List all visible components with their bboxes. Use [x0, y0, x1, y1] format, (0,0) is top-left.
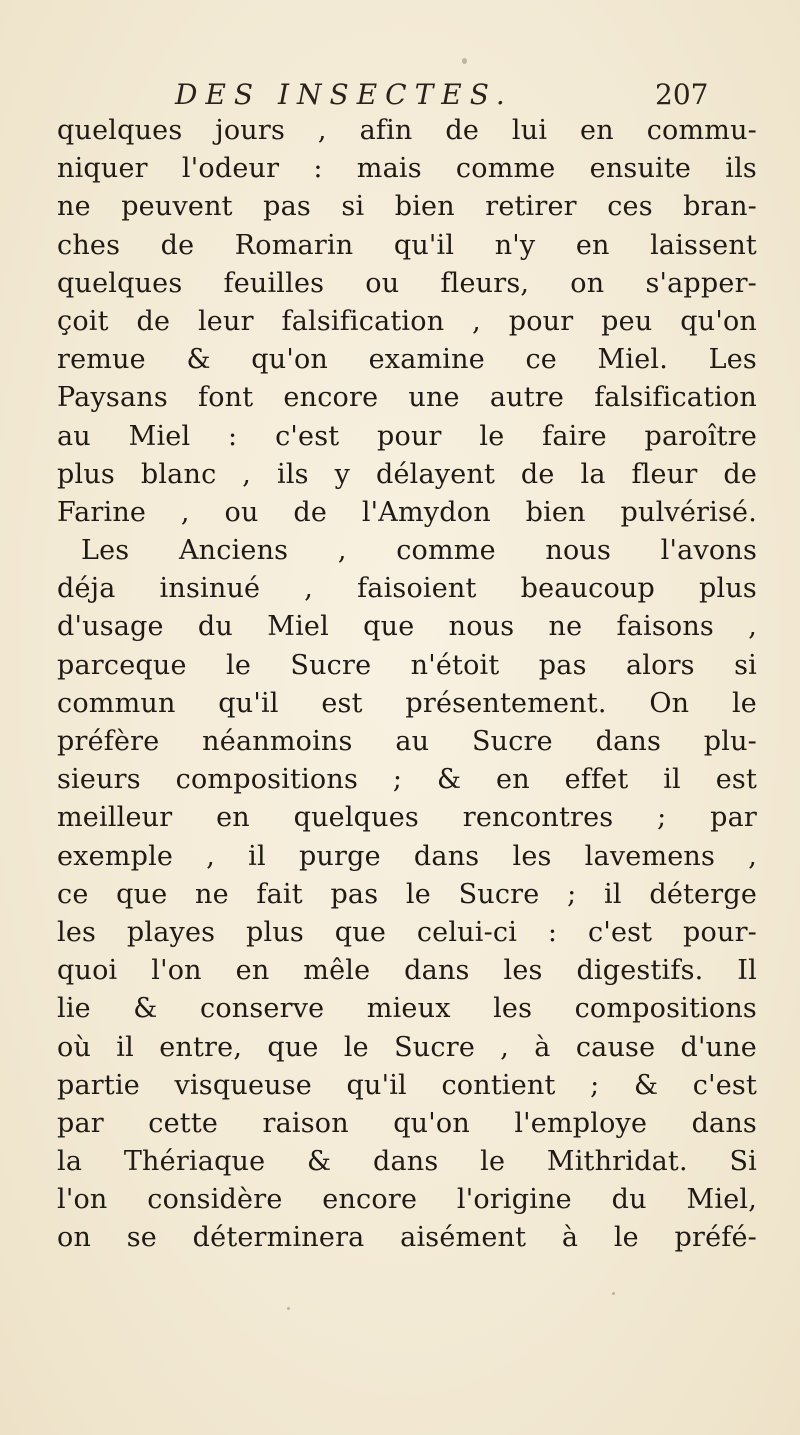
paragraph-start-line: Les Anciens , comme nous l'avons: [81, 535, 757, 567]
text-line: partie visqueuse qu'il contient ; & c'est: [57, 1069, 757, 1101]
text-line: on se déterminera aisément à le préfé-: [57, 1222, 757, 1254]
text-line: commun qu'il est présentement. On le: [57, 687, 757, 719]
text-line: ne peuvent pas si bien retirer ces bran-: [57, 191, 757, 223]
text-line: préfère néanmoins au Sucre dans plu-: [57, 726, 757, 757]
text-line: au Miel : c'est pour le faire paroître: [57, 420, 757, 452]
text-line: remue & qu'on examine ce Miel. Les: [57, 344, 757, 376]
text-line: plus blanc , ils y délayent de la fleur de: [57, 458, 757, 490]
text-line: parceque le Sucre n'étoit pas alors si: [57, 649, 757, 681]
text-line: Farine , ou de l'Amydon bien pulvérisé.: [57, 496, 757, 528]
paper-speck: [287, 1307, 290, 1310]
running-title: DES INSECTES.: [175, 78, 513, 111]
body-text: [57, 112, 757, 1258]
page-number: 207: [655, 78, 709, 111]
text-line: quoi l'on en mêle dans les digestifs. Il: [57, 955, 757, 987]
text-line: meilleur en quelques rencontres ; par: [57, 802, 757, 834]
text-line: quelques feuilles ou fleurs, on s'apper-: [57, 267, 757, 299]
paper-speck: [462, 58, 467, 64]
paper-speck: [612, 1292, 615, 1295]
text-line: niquer l'odeur : mais comme ensuite ils: [57, 153, 757, 185]
text-line: quelques jours , afin de lui en commu-: [57, 115, 757, 146]
text-line: exemple , il purge dans les lavemens ,: [57, 840, 757, 872]
text-line: l'on considère encore l'origine du Miel,: [57, 1184, 757, 1216]
text-line: ches de Romarin qu'il n'y en laissent: [57, 229, 757, 261]
text-line: la Thériaque & dans le Mithridat. Si: [57, 1146, 757, 1178]
text-line: les playes plus que celui-ci : c'est pour-: [57, 916, 757, 948]
text-line: d'usage du Miel que nous ne faisons ,: [57, 611, 757, 643]
text-line: par cette raison qu'on l'employe dans: [57, 1107, 757, 1139]
text-line: Paysans font encore une autre falsification: [57, 382, 757, 414]
text-line: où il entre, que le Sucre , à cause d'une: [57, 1031, 757, 1063]
text-line: déja insinué , faisoient beaucoup plus: [57, 573, 757, 605]
text-line: lie & conserve mieux les compositions: [57, 993, 757, 1025]
text-line: çoit de leur falsification , pour peu qu'on: [57, 305, 757, 337]
text-line: sieurs compositions ; & en effet il est: [57, 764, 757, 796]
text-line: ce que ne fait pas le Sucre ; il déterge: [57, 878, 757, 910]
